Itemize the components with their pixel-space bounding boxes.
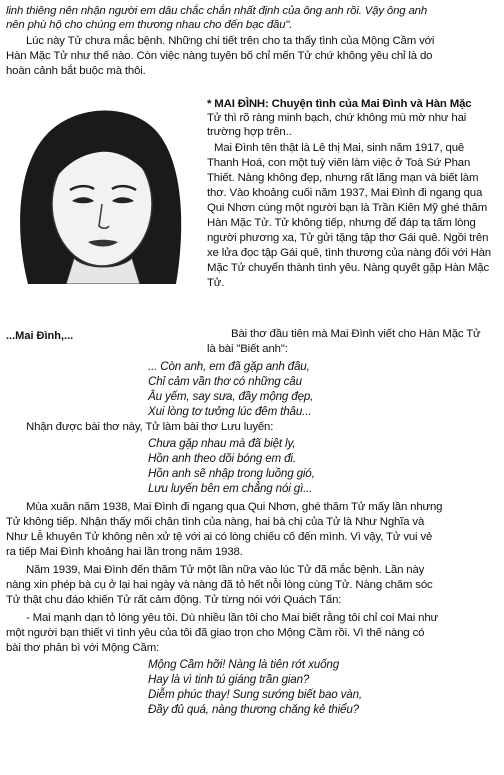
poem1-line-3: Âu yếm, say sưa, đầy mộng đẹp, [148, 390, 314, 403]
intro-line-1: linh thiêng nên nhận người em dâu chắc chắn nhất định của ông anh rồi. Vậy ông anh [6, 5, 428, 17]
mai-dinh-portrait-image [8, 98, 191, 284]
maidinh-line-9: Hàn Mặc Tử. Tử không tiếp, nhưng để đáp tạ tấm lòng [207, 217, 476, 229]
reply-intro: Nhận được bài thơ này, Tử làm bài thơ Lưu luyến: [26, 421, 274, 433]
body-line-8: - Mai mạnh dạn tỏ lòng yêu tôi. Dù nhiều lần tôi cho Mai biết rằng tôi chỉ coi Mai như [26, 612, 438, 624]
intro-line-3: Lúc này Tử chưa mắc bệnh. Những chi tiết trên cho ta thấy tình của Mộng Cầm với [26, 35, 435, 47]
poem1-line-4: Xui lòng tơ tưởng lúc đêm thâu... [148, 405, 312, 418]
maidinh-line-4: Mai Đình tên thật là Lê thị Mai, sinh năm 1917, quê [214, 142, 465, 154]
maidinh-line-7: thơ. Vào khoảng cuối năm 1937, Mai Đình đi ngang qua [207, 187, 483, 199]
intro-line-4: Hàn Mặc Tử như thế nào. Còn việc nàng tuyên bố chỉ mến Tử chứ không yêu chỉ là do [6, 50, 433, 62]
poem2-line-1: Chưa gặp nhau mà đã biệt ly, [148, 437, 296, 450]
body-line-6: nàng xin phép bà cụ ở lại hai ngày và nàng đã tỏ hết nỗi lòng cùng Tử. Nàng chăm sóc [6, 579, 433, 591]
body-line-1: Mùa xuân năm 1938, Mai Đình đi ngang qua Qui Nhơn, ghé thăm Tử mấy lần nhưng [26, 501, 443, 513]
intro-line-2: nên phù hộ cho chúng em thương nhau cho đến bạc đầu". [6, 19, 293, 31]
body-line-10: bài thơ phản bì với Mộng Cầm: [6, 642, 160, 654]
portrait-caption: ...Mai Đình,... [6, 330, 74, 342]
poem3-line-4: Đầy đủ quá, nàng thương chăng kẻ thiểu? [148, 703, 359, 716]
maidinh-line-2: Tử thì rõ ràng minh bạch, chứ không mù mờ như hai [207, 112, 467, 124]
body-line-9: một người bạn thiết vì tình yêu của tôi đã giao trọn cho Mộng Cầm rồi. Vì thế nàng có [6, 627, 425, 639]
poem2-line-3: Hồn anh sẽ nhập trong luồng gió, [148, 467, 315, 480]
maidinh-line-13: Tử. [207, 277, 225, 289]
maidinh-line-5: Thanh Hoá, con một tuỳ viên làm việc ở Toà Sứ Phan [207, 157, 471, 169]
poem-intro-line-2: là bài "Biết anh": [207, 343, 288, 355]
maidinh-line-8: Qui Nhơn cùng một người bạn là Trần Kiên Mỹ ghé thăm [207, 202, 488, 214]
poem2-line-2: Hồn anh theo dõi bóng em đi. [148, 452, 296, 465]
body-line-5: Năm 1939, Mai Đình đến thăm Tử một lần nữa vào lúc Tử đã mắc bệnh. Lần này [26, 564, 425, 576]
body-line-3: Như Lễ khuyên Tử không nên xử tệ với ai có lòng chiếu cố đến mình. Vì vậy, Tử vui vẻ [6, 531, 433, 543]
body-line-4: ra tiếp Mai Đình khoảng hai lần trong năm 1938. [6, 546, 243, 558]
intro-line-5: hoàn cảnh bắt buộc mà thôi. [6, 65, 146, 77]
maidinh-line-6: Thiết. Nàng không đẹp, nhưng rất lãng mạn và biết làm [207, 172, 479, 184]
maidinh-line-11: xe lửa đọc tập Gái quê, tình thương của nàng đối với Hàn [207, 247, 491, 259]
poem1-line-2: Chỉ cảm vần thơ có những câu [148, 375, 302, 388]
maidinh-line-1: * MAI ĐÌNH: Chuyện tình của Mai Đình và Hàn Mặc [207, 98, 472, 110]
poem2-line-4: Lưu luyến bên em chẳng nói gì... [148, 482, 313, 495]
body-line-2: Tử không tiếp. Nhận thấy mối chân tình của nàng, hai bà chị của Tử là Như Nghĩa và [6, 516, 425, 528]
maidinh-line-12: Mặc Tử chuyển thành tình yêu. Nàng quyết gặp Hàn Mặc [207, 262, 490, 274]
poem3-line-1: Mộng Cầm hỡi! Nàng là tiên rớt xuống [148, 658, 339, 671]
maidinh-line-10: người phương xa, Tử gửi tặng tập thơ Gái quê. Ngồi trên [207, 232, 489, 244]
poem-intro-line-1: Bài thơ đầu tiên mà Mai Đình viết cho Hàn Mặc Tử [231, 328, 481, 340]
body-line-7: Tử thật chu đáo khiến Tử rất cảm động. Tử từng nói với Quách Tấn: [6, 594, 342, 606]
poem3-line-2: Hay là vì tinh tú giáng trần gian? [148, 673, 310, 686]
poem1-line-1: ... Còn anh, em đã gặp anh đâu, [148, 360, 310, 373]
poem3-line-3: Diễm phúc thay! Sung sướng biết bao vàn, [148, 688, 362, 701]
maidinh-line-3: trường hợp trên.. [207, 126, 292, 138]
